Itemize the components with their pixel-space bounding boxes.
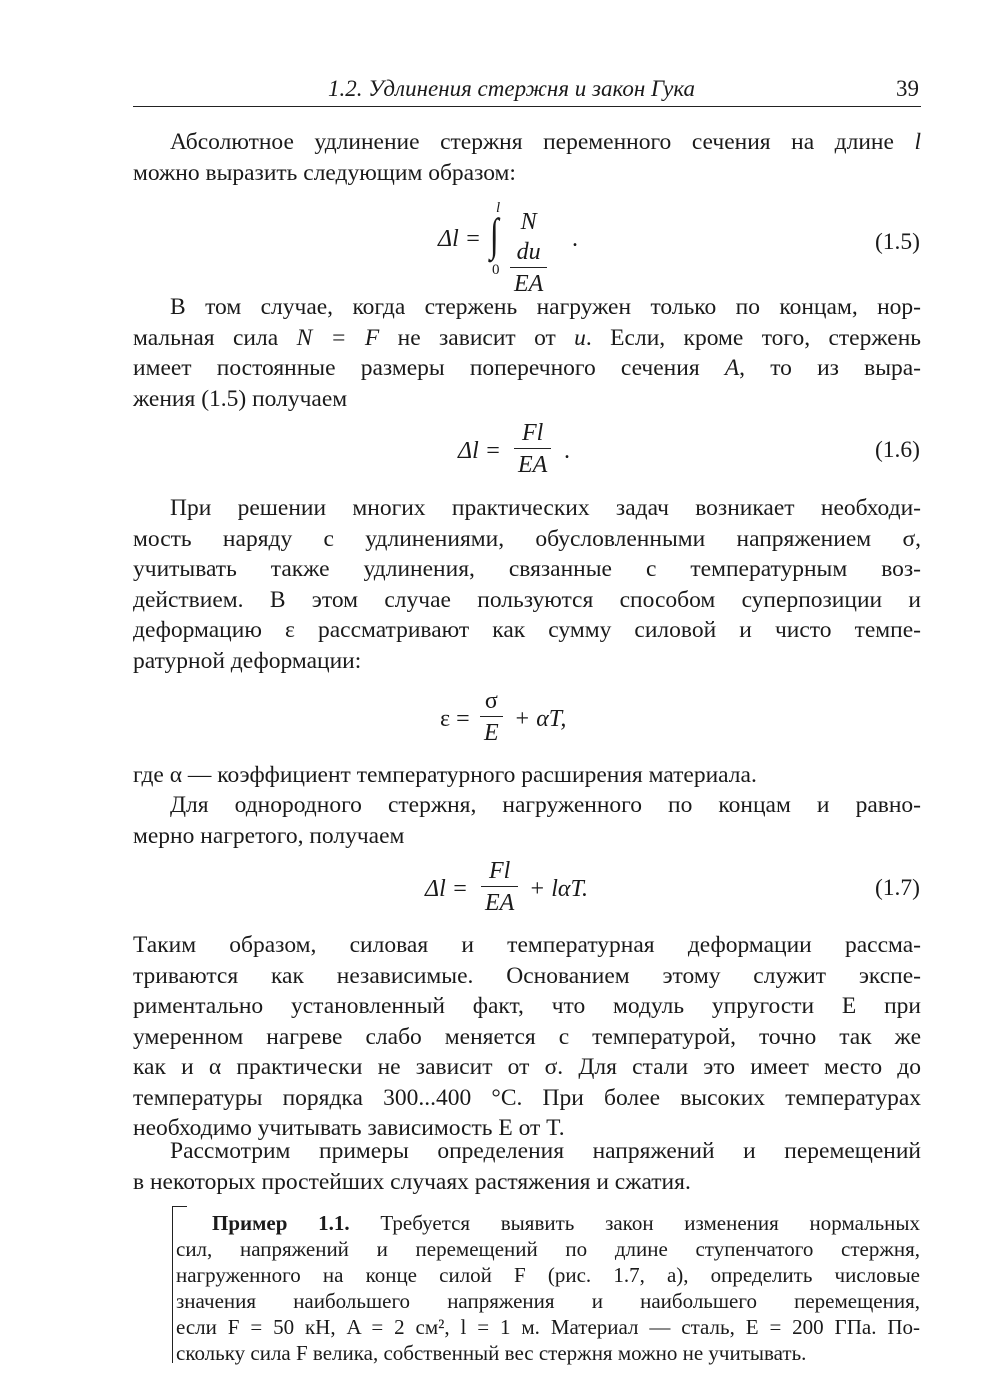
eq-tail: + lαT. bbox=[529, 876, 589, 902]
integral-upper-limit: l bbox=[496, 200, 501, 216]
fraction-numerator: Fl bbox=[481, 856, 518, 887]
paragraph-alpha-definition bbox=[133, 760, 921, 791]
integral-lower-limit: 0 bbox=[492, 262, 500, 278]
text-line: нагруженного на конце силой F (рис. 1.7, а), определить числовые bbox=[176, 1263, 920, 1287]
fraction-numerator: Fl bbox=[514, 418, 551, 449]
page-header bbox=[133, 76, 921, 107]
integral-sign: ∫ bbox=[489, 209, 499, 260]
paragraph-uniform-rod bbox=[133, 790, 921, 851]
text-line: Рассмотрим примеры определения напряжений и перемещений bbox=[170, 1138, 921, 1164]
text-line: имеет постоянные размеры поперечного сечения A, то из выра- bbox=[133, 355, 921, 381]
text-line: если F = 50 кН, A = 2 см², l = 1 м. Материал — сталь, E = 200 ГПа. По- bbox=[176, 1315, 920, 1339]
eq-lhs: Δl = bbox=[458, 438, 501, 464]
text-line: в некоторых простейших случаях растяжения и сжатия. bbox=[133, 1168, 691, 1195]
eq-lhs: ε = bbox=[440, 706, 470, 732]
text-line: Таким образом, силовая и температурная деформации рассма- bbox=[133, 932, 921, 958]
text-line: где α — коэффициент температурного расширения материала. bbox=[133, 762, 757, 788]
paragraph-independence bbox=[133, 930, 921, 1144]
fraction-denominator: EA bbox=[485, 890, 515, 916]
equation-number: (1.6) bbox=[874, 437, 920, 463]
text-line: риментально установленный факт, что модуль упругости E при bbox=[133, 993, 921, 1019]
text-line: значения наибольшего напряжения и наибольшего перемещения, bbox=[176, 1289, 920, 1313]
example-1-1 bbox=[176, 1210, 920, 1366]
fraction-numerator: σ bbox=[480, 686, 503, 717]
text-line: сил, напряжений и перемещений по длине ступенчатого стержня, bbox=[176, 1237, 920, 1261]
text-line: мость наряду с удлинениями, обусловленными напряжением σ, bbox=[133, 525, 921, 552]
fraction-denominator: E bbox=[484, 720, 499, 746]
text-line: Абсолютное удлинение стержня переменного сечения на длине l bbox=[170, 129, 921, 155]
text-line: мальная сила N = F не зависит от u. Если, кроме того, стержень bbox=[133, 324, 922, 351]
text-line: мерно нагретого, получаем bbox=[133, 822, 405, 849]
text-line: При решении многих практических задач возникает необходи- bbox=[170, 495, 921, 521]
example-label: Пример 1.1. bbox=[212, 1211, 350, 1235]
eq-lhs: Δl = bbox=[438, 226, 481, 252]
page-number: 39 bbox=[896, 76, 919, 101]
paragraph-intro bbox=[133, 127, 921, 188]
text-line: Для однородного стержня, нагруженного по концам и равно- bbox=[170, 792, 921, 818]
text-line: температуры порядка 300...400 °C. При более высоких температурах bbox=[133, 1084, 921, 1111]
fraction-denominator: EA bbox=[518, 452, 548, 478]
paragraph-superposition bbox=[133, 493, 921, 676]
fraction bbox=[514, 418, 551, 481]
paragraph-loaded-ends bbox=[133, 292, 921, 414]
eq-lhs: Δl = bbox=[425, 876, 468, 902]
text-line: можно выразить следующим образом: bbox=[133, 159, 516, 186]
eq-tail: . bbox=[564, 438, 570, 464]
running-title: 1.2. Удлинения стержня и закон Гука bbox=[328, 76, 696, 101]
text-line: ратурной деформации: bbox=[133, 647, 362, 674]
eq-tail: . bbox=[572, 226, 578, 252]
fraction bbox=[510, 207, 547, 300]
fraction bbox=[481, 856, 518, 919]
text-line: скольку сила F велика, собственный вес стержня можно не учитывать. bbox=[176, 1341, 807, 1365]
equation-number: (1.7) bbox=[874, 875, 920, 901]
fraction bbox=[480, 686, 503, 749]
text-line: умеренном нагреве слабо меняется с температурой, точно так же bbox=[133, 1023, 921, 1050]
text-line: учитывать также удлинения, связанные с температурным воз- bbox=[133, 556, 921, 582]
fraction-numerator: N du bbox=[510, 207, 547, 268]
text-line: действием. В этом случае пользуются способом суперпозиции и bbox=[133, 586, 921, 613]
fraction-denominator: EA bbox=[514, 271, 544, 297]
text-line: В том случае, когда стержень нагружен только по концам, нор- bbox=[170, 294, 921, 320]
text-line: деформацию ε рассматривают как сумму силовой и чисто темпе- bbox=[133, 617, 921, 643]
text-line: жения (1.5) получаем bbox=[133, 385, 348, 412]
text-line: как и α практически не зависит от σ. Для стали это имеет место до bbox=[133, 1054, 921, 1080]
eq-tail: + αT, bbox=[514, 706, 567, 732]
text-line: триваются как независимые. Основанием этому служит экспе- bbox=[133, 962, 921, 989]
equation-number: (1.5) bbox=[874, 229, 920, 255]
text-line: Пример 1.1. Требуется выявить закон изменения нормальных bbox=[212, 1211, 921, 1235]
text-line: необходимо учитывать зависимость E от T. bbox=[133, 1115, 565, 1141]
paragraph-examples-intro bbox=[133, 1136, 921, 1197]
